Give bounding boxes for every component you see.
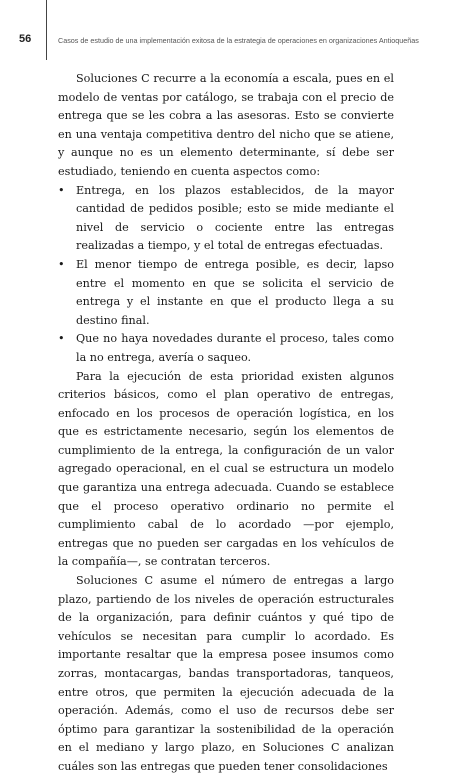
running-title: Casos de estudio de una implementación exitosa de la estrategia de operaciones en organizaciones Antioqueñas — [58, 36, 419, 45]
bullet-marker: • — [58, 257, 65, 271]
list-item-text: Que no haya novedades durante el proceso, tales como la no entrega, avería o saqueo. — [76, 332, 394, 364]
list-item — [58, 256, 394, 330]
bullet-marker: • — [58, 332, 65, 346]
header-divider — [46, 0, 47, 60]
list-item — [58, 330, 394, 367]
list-item — [58, 182, 394, 256]
list-item-text: Entrega, en los plazos establecidos, de la mayor cantidad de pedidos posible; esto se mide mediante el nivel de servicio o cociente entre las entregas realizadas a tiempo, y el total de entregas efectuadas. — [76, 183, 394, 253]
list-item-text: El menor tiempo de entrega posible, es decir, lapso entre el momento en que se solicita el servicio de entrega y el instante en que el producto llega a su destino final. — [76, 257, 394, 327]
paragraph: Soluciones C asume el número de entregas a largo plazo, partiendo de los niveles de operación estructurales de la organización, para definir cuántos y qué tipo de vehículos se necesitan para cumplir lo acordado. Es importante resaltar que la empresa posee insumos como zorras, montacargas, bandas transportadoras, tanqueos, entre otros, que permiten la ejecución adecuada de la operación. Además, como el uso de recursos debe ser óptimo para garantizar la sostenibilidad de la operación en el mediano y largo plazo, en Soluciones C analizan cuáles son las entregas que pueden tener consolidaciones — [58, 574, 394, 773]
bullet-list — [58, 182, 394, 368]
body-text — [58, 70, 394, 777]
paragraph: Para la ejecución de esta prioridad existen algunos criterios básicos, como el plan operativo de entregas, enfocado en los procesos de operación logística, en los que es estrictamente necesario, según los elementos de cumplimiento de la entrega, la configuración de un valor agregado operacional, en el cual se estructura un modelo que garantiza una entrega adecuada. Cuando se establece que el proceso operativo ordinario no permite el cumplimiento cabal de lo acordado —por ejemplo, entregas que no pueden ser cargadas en los vehículos de la compañía—, se contratan terceros. — [58, 369, 394, 569]
page-number: 56 — [19, 33, 32, 45]
bullet-marker: • — [58, 183, 65, 197]
paragraph: Soluciones C recurre a la economía a escala, pues en el modelo de ventas por catálogo, se trabaja con el precio de entrega que se les cobra a las asesoras. Esto se convierte en una ventaja competitiva dentro del nicho que se atiene, y aunque no es un elemento determinante, sí debe ser estudiado, teniendo en cuenta aspectos como: — [58, 72, 394, 178]
page-header — [0, 0, 453, 64]
